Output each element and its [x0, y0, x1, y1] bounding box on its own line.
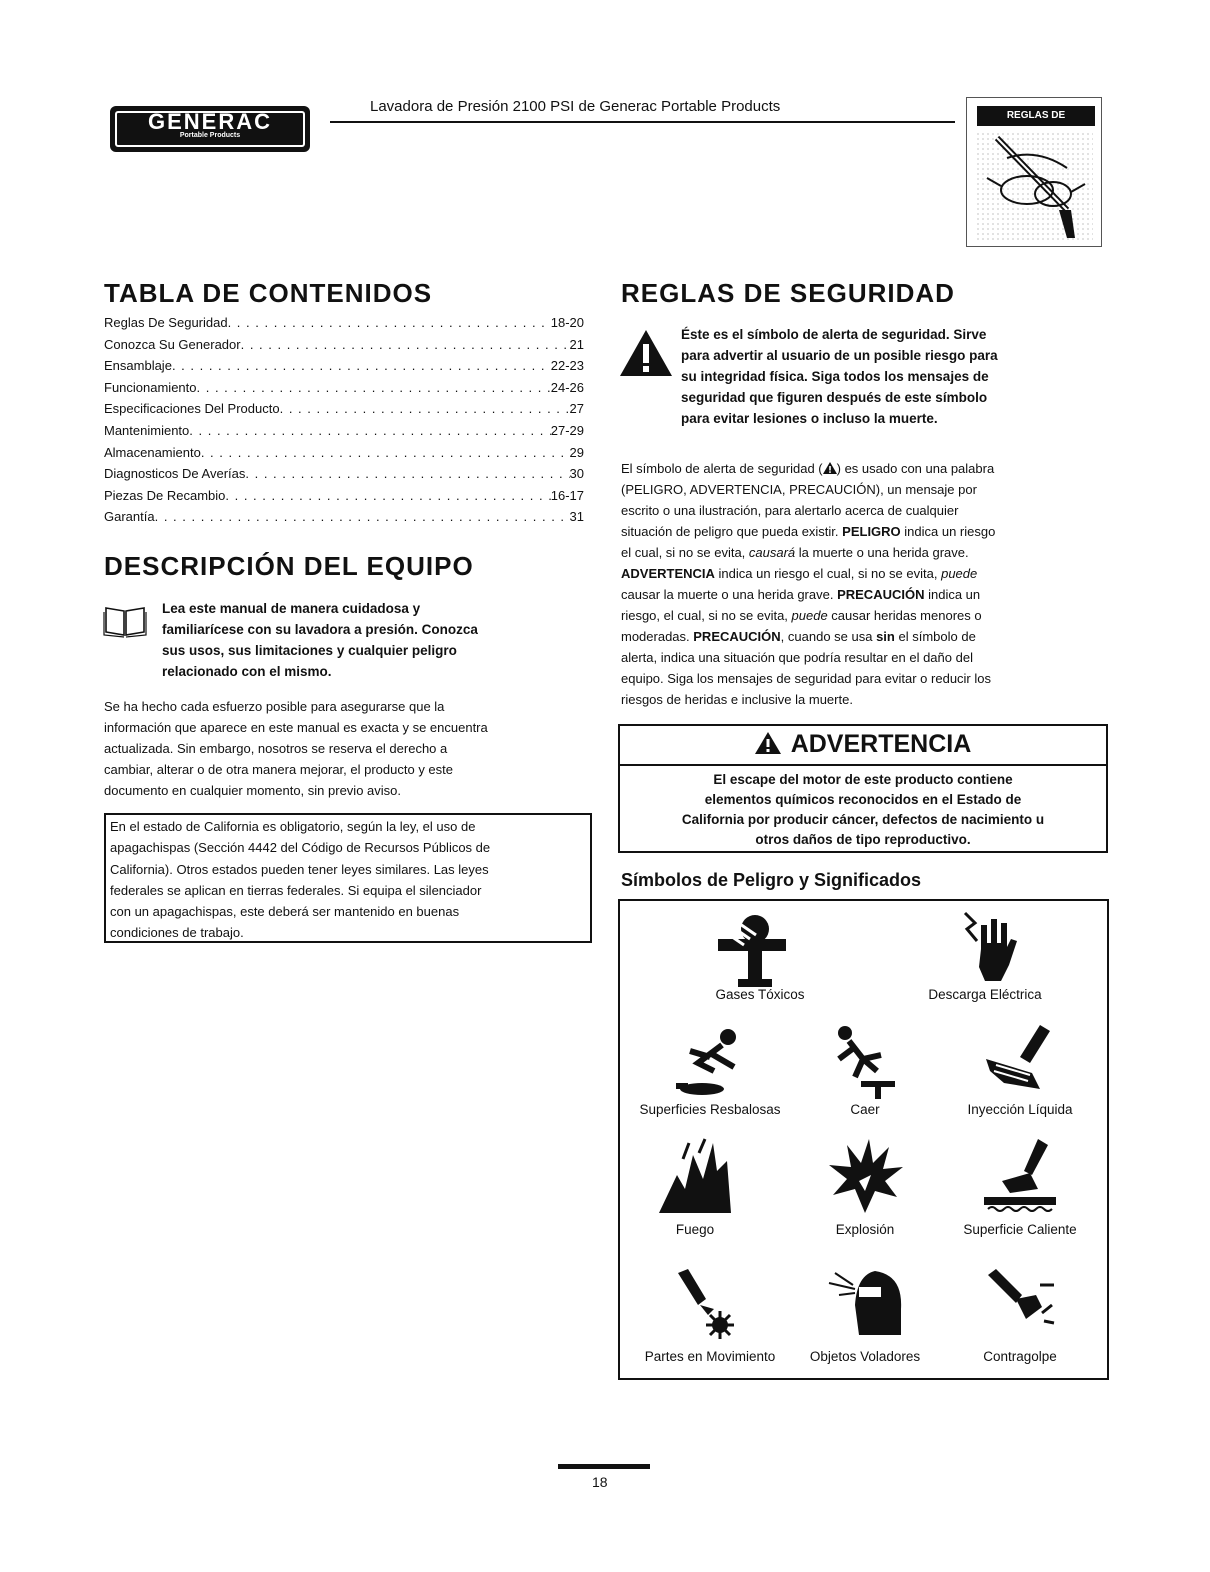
text-run: indica un riesgo el cual, si no se evita, [714, 566, 942, 581]
text-line: Se ha hecho cada esfuerzo posible para asegurarse que la [104, 699, 445, 714]
signal-word-precaucion: PRECAUCIÓN [693, 629, 781, 644]
slippery-surface-icon [670, 1019, 750, 1099]
toc-item-label: Funcionamiento [104, 379, 197, 395]
symbol-label: Caer [850, 1102, 880, 1117]
text-line: escrito o una ilustración, para alertarlo acerca de cualquier [621, 503, 959, 518]
hazard-symbols-panel [618, 899, 1109, 1380]
logo-text: GENERAC [147, 109, 272, 134]
text-line: riesgos de heridas e inclusive la muerte. [621, 692, 853, 707]
text-line: California por producir cáncer, defectos de nacimiento u [681, 812, 1045, 827]
signal-words-paragraph [621, 458, 1111, 710]
toc-item[interactable] [104, 398, 584, 420]
safety-alert-notice [681, 324, 1101, 429]
text-run: el símbolo de [894, 629, 976, 644]
signal-word-advertencia: ADVERTENCIA [621, 566, 715, 581]
toc-item-label: Especificaciones Del Producto [104, 401, 280, 417]
symbol-label: Objetos Voladores [809, 1349, 921, 1364]
explosion-icon [825, 1135, 905, 1215]
toc-item-label: Diagnosticos De Averías [104, 466, 246, 482]
text-line: información que aparece en este manual es exacta y se encuentra [104, 720, 488, 735]
kickback-icon [980, 1265, 1060, 1345]
toc-item-label: Garantía [104, 509, 155, 525]
fall-icon [825, 1019, 905, 1099]
toc-item-label: Almacenamiento [104, 444, 201, 460]
symbol-label: Inyección Líquida [967, 1102, 1073, 1117]
toc-item-page: 27 [569, 401, 584, 417]
text-run: moderadas. [621, 629, 694, 644]
signal-word-peligro: PELIGRO [842, 524, 901, 539]
warning-title: ADVERTENCIA [790, 730, 972, 758]
safety-heading: REGLAS DE SEGURIDAD [621, 278, 955, 308]
text-line: otros daños de tipo reproductivo. [755, 832, 971, 847]
text-line: elementos químicos reconocidos en el Estado de [704, 792, 1022, 807]
toc-item-page: 24-26 [550, 379, 584, 395]
hot-surface-icon [980, 1135, 1060, 1215]
description-heading: DESCRIPCIÓN DEL EQUIPO [104, 551, 474, 581]
toc-item[interactable] [104, 355, 584, 377]
toc-item-label: Reglas De Seguridad [104, 315, 228, 330]
text-line: relacionado con el mismo. [162, 664, 332, 679]
toc-item-page: 21 [569, 336, 584, 352]
toc-item-page: 27-29 [550, 422, 584, 438]
text-line: cambiar, alterar o de otra manera mejorar, el producto y este [104, 762, 454, 777]
safety-alert-icon [618, 328, 674, 378]
toc-item[interactable] [104, 334, 584, 356]
warning-alert-icon [755, 732, 781, 754]
toc-item-page: 16-17 [550, 487, 584, 503]
accuracy-paragraph [104, 696, 604, 801]
symbol-label: Contragolpe [983, 1349, 1057, 1364]
toc-item-page: 31 [569, 509, 584, 525]
table-of-contents [104, 312, 584, 528]
text-line: Lea este manual de manera cuidadosa y [162, 601, 421, 616]
california-notice-box [104, 813, 592, 943]
toc-item-label: Mantenimiento [104, 422, 190, 438]
toc-item[interactable] [104, 420, 584, 442]
generac-logo [110, 106, 310, 152]
text-line: documento en cualquier momento, sin previo aviso. [104, 783, 401, 798]
emphasis-text: puede [791, 608, 828, 623]
signal-word-precaucion: PRECAUCIÓN [837, 587, 925, 602]
toc-item-page: 18-20 [550, 315, 584, 330]
text-line: familiarícese con su lavadora a presión. Conozca [162, 622, 478, 637]
electric-shock-icon [945, 909, 1025, 989]
text-run: causar la muerte o una herida grave. [621, 587, 838, 602]
toc-item[interactable] [104, 463, 584, 485]
symbol-label: Partes en Movimiento [644, 1349, 776, 1364]
symbol-label: Superficie Caliente [963, 1222, 1077, 1237]
inline-alert-icon [823, 462, 837, 474]
toc-item[interactable] [104, 442, 584, 464]
moving-parts-icon [670, 1265, 750, 1345]
text-line: su integridad física. Siga todos los mensajes de [681, 369, 989, 384]
text-run: indica un [924, 587, 981, 602]
toc-item-page: 30 [569, 466, 584, 482]
text-line: con un apagachispas, este deberá ser mantenido en buenas [110, 904, 460, 920]
text-run: el cual, si no se evita, [621, 545, 749, 560]
page-number: 18 [592, 1474, 608, 1490]
text-line: para advertir al usuario de un posible riesgo para [681, 348, 998, 363]
symbol-label: Descarga Eléctrica [928, 987, 1042, 1002]
text-line: para evitar lesiones o incluso la muerte. [681, 411, 938, 426]
read-manual-notice [162, 598, 602, 682]
header-rule [330, 121, 955, 123]
warning-box [618, 724, 1108, 853]
hazard-symbols-heading: Símbolos de Peligro y Significados [621, 870, 922, 890]
toc-item-page: 29 [569, 444, 584, 460]
symbol-label: Fuego [675, 1222, 715, 1237]
text-line: alerta, indica una situación que podría resultar en el daño del [621, 650, 973, 665]
text-line: California). Otros estados pueden tener leyes similares. Las leyes [110, 861, 489, 877]
text-run: la muerte o una herida grave. [795, 545, 969, 560]
open-book-icon [103, 604, 147, 638]
page-number-bar [558, 1464, 650, 1469]
text-line: equipo. Siga los mensajes de seguridad para evitar o reducir los [621, 671, 991, 686]
text-run: , cuando se usa [780, 629, 877, 644]
emphasis-text: puede [941, 566, 978, 581]
toc-item-label: Piezas De Recambio [104, 487, 226, 503]
toc-item-page: 22-23 [550, 358, 584, 374]
logo-subtext: Portable Products [179, 132, 241, 139]
text-line: apagachispas (Sección 4442 del Código de Recursos Públicos de [110, 840, 491, 856]
toc-item[interactable] [104, 506, 584, 528]
safety-rules-badge [966, 97, 1102, 247]
warning-text [620, 766, 1106, 850]
symbol-label: Explosión [835, 1222, 895, 1237]
text-line: condiciones de trabajo. [110, 925, 244, 941]
text-line: Éste es el símbolo de alerta de seguridad. Sirve [681, 327, 987, 342]
badge-label: REGLAS DE [977, 106, 1095, 126]
warning-header [620, 726, 1106, 766]
symbol-label: Gases Tóxicos [715, 987, 805, 1002]
toc-item[interactable] [104, 312, 584, 334]
toc-item-label: Ensamblaje [104, 358, 172, 374]
emphasis-text: causará [748, 545, 796, 560]
toc-heading: TABLA DE CONTENIDOS [104, 278, 433, 308]
text-line: federales se aplican en tierras federales. Si equipa el silenciador [110, 882, 482, 898]
fire-icon [655, 1135, 735, 1215]
toc-item-label: Conozca Su Generador [104, 336, 241, 352]
toxic-gas-icon [710, 909, 790, 989]
text-run: El símbolo de alerta de seguridad ( [621, 461, 823, 476]
text-run: situación de peligro que pueda existir. [621, 524, 843, 539]
text-run: ) es usado con una palabra [836, 461, 995, 476]
text-line: En el estado de California es obligatorio, según la ley, el uso de [110, 819, 476, 834]
symbol-label: Superficies Resbalosas [639, 1102, 781, 1117]
text-run: causar heridas menores o [827, 608, 982, 623]
emphasis-text: sin [876, 629, 895, 644]
text-line: (PELIGRO, ADVERTENCIA, PRECAUCIÓN), un mensaje por [621, 482, 977, 497]
document-title: Lavadora de Presión 2100 PSI de Generac Portable Products [370, 98, 781, 115]
text-run: riesgo, el cual, si no se evita, [621, 608, 792, 623]
liquid-injection-icon [980, 1019, 1060, 1099]
safety-goggles-icon [967, 98, 1101, 246]
text-line: seguridad que figuren después de este símbolo [681, 390, 988, 405]
text-line: actualizada. Sin embargo, nosotros se reserva el derecho a [104, 741, 448, 756]
text-line: sus usos, sus limitaciones y cualquier peligro [162, 643, 457, 658]
toc-item[interactable] [104, 377, 584, 399]
text-line: El escape del motor de este producto contiene [713, 772, 1013, 787]
flying-objects-icon [825, 1265, 905, 1345]
text-run: indica un riesgo [900, 524, 996, 539]
toc-item[interactable] [104, 485, 584, 507]
